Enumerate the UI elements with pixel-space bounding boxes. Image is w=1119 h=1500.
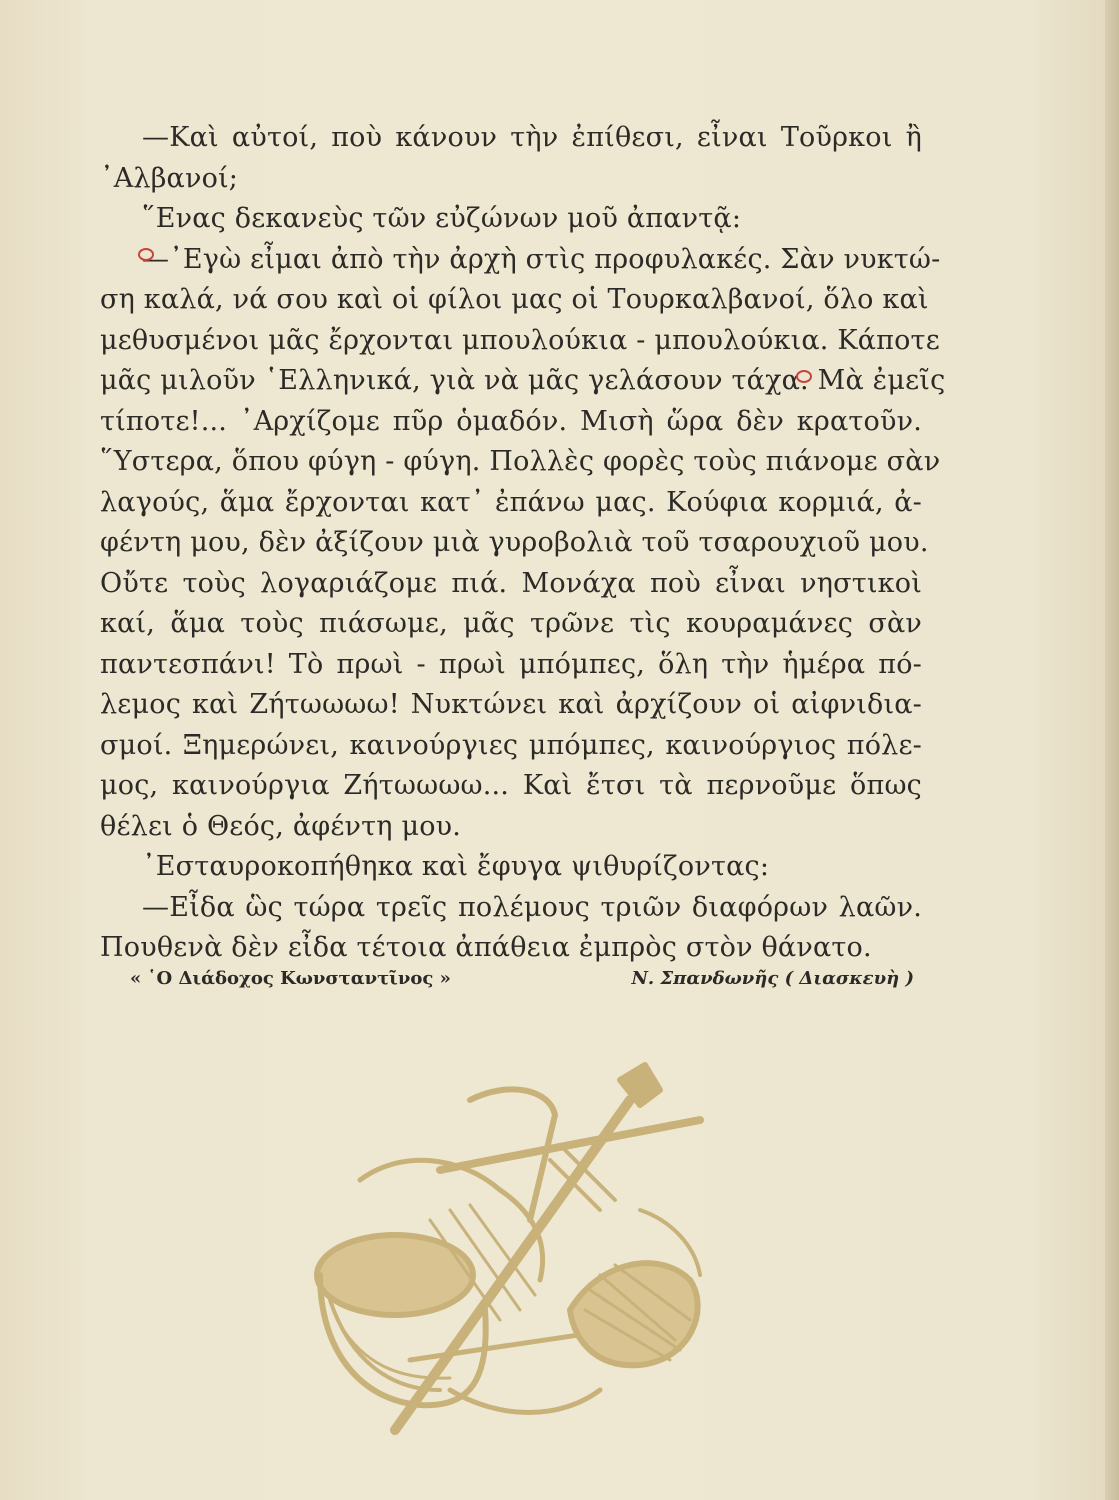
text-line-9: ῞Υστερα, ὅπου φύγη - φύγη. Πολλὲς φορὲς τοὺς πιάνομε σὰν xyxy=(100,446,941,477)
text-line-16: σμοί. Ξημερώνει, καινούργιες μπόμπες, καινούργιος πόλε- xyxy=(100,729,922,761)
text-line-7: μᾶς μιλοῦν ῾Ελληνικά, γιὰ νὰ μᾶς γελάσουν τάχα. Μὰ ἐμεῖς xyxy=(100,365,946,396)
text-line-4: —᾿Εγὼ εἶμαι ἀπὸ τὴν ἀρχὴ στὶς προφυλακές. Σὰν νυκτώ- xyxy=(142,243,941,275)
author-credit: Ν. Σπανδωνῆς ( Διασκευὴ ) xyxy=(631,968,914,989)
text-line-14: παντεσπάνι! Τὸ πρωὶ - πρωὶ μπόμπες, ὅλη τὴν ἡμέρα πό- xyxy=(100,648,922,680)
text-line-6: μεθυσμένοι μᾶς ἔρχονται μπουλούκια - μπουλούκια. Κάποτε xyxy=(100,324,940,356)
text-line-19: ᾿Εσταυροκοπήθηκα καὶ ἔφυγα ψιθυρίζοντας: xyxy=(142,851,770,882)
text-line-15: λεμος καὶ Ζήτωωωω! Νυκτώνει καὶ ἀρχίζουν οἱ αἰφνιδια- xyxy=(100,689,922,720)
citation-footer xyxy=(130,964,914,994)
text-line-12: Οὔτε τοὺς λογαριάζομε πιά. Μονάχα ποὺ εἶναι νηστικοὶ xyxy=(100,567,922,599)
text-line-20: —Εἶδα ὣς τώρα τρεῖς πολέμους τριῶν διαφόρων λαῶν. xyxy=(142,891,922,923)
red-proofreading-mark-icon xyxy=(796,370,812,383)
text-line-3: ῞Ενας δεκανεὺς τῶν εὐζώνων μοῦ ἀπαντᾷ: xyxy=(142,203,742,234)
text-line-17: μος, καινούργια Ζήτωωωω... Καὶ ἔτσι τὰ περνοῦμε ὅπως xyxy=(100,770,922,801)
text-line-1: —Καὶ αὐτοί, ποὺ κάνουν τὴν ἐπίθεσι, εἶναι Τοῦρκοι ἢ xyxy=(142,122,922,153)
text-line-11: φέντη μου, δὲν ἀξίζουν μιὰ γυροβολιὰ τοῦ τσαρουχιοῦ μου. xyxy=(100,527,929,558)
text-line-5: ση καλά, νά σου καὶ οἱ φίλοι μας οἱ Τουρκαλβανοί, ὅλο καὶ xyxy=(100,284,929,315)
source-title: « ῾Ο Διάδοχος Κωνσταντῖνος » xyxy=(130,968,451,989)
text-line-18: θέλει ὁ Θεός, ἀφέντη μου. xyxy=(100,810,462,842)
text-line-10: λαγούς, ἅμα ἔρχονται κατ᾿ ἐπάνω μας. Κούφια κορμιά, ἀ- xyxy=(100,486,922,518)
crossed-weapons-ornament-icon xyxy=(300,1060,720,1450)
text-line-21: Πουθενὰ δὲν εἶδα τέτοια ἀπάθεια ἐμπρὸς στὸν θάνατο. xyxy=(100,932,872,963)
page-spine-shadow xyxy=(1105,0,1119,1500)
red-proofreading-mark-icon xyxy=(138,248,154,261)
text-line-8: τίποτε!... ᾿Αρχίζομε πῦρ ὁμαδόν. Μισὴ ὥρα δὲν κρατοῦν. xyxy=(100,405,922,437)
text-line-2: ᾿Αλβανοί; xyxy=(100,162,239,194)
text-line-13: καί, ἅμα τοὺς πιάσωμε, μᾶς τρῶνε τὶς κουραμάνες σὰν xyxy=(100,608,922,639)
body-text xyxy=(100,118,946,969)
